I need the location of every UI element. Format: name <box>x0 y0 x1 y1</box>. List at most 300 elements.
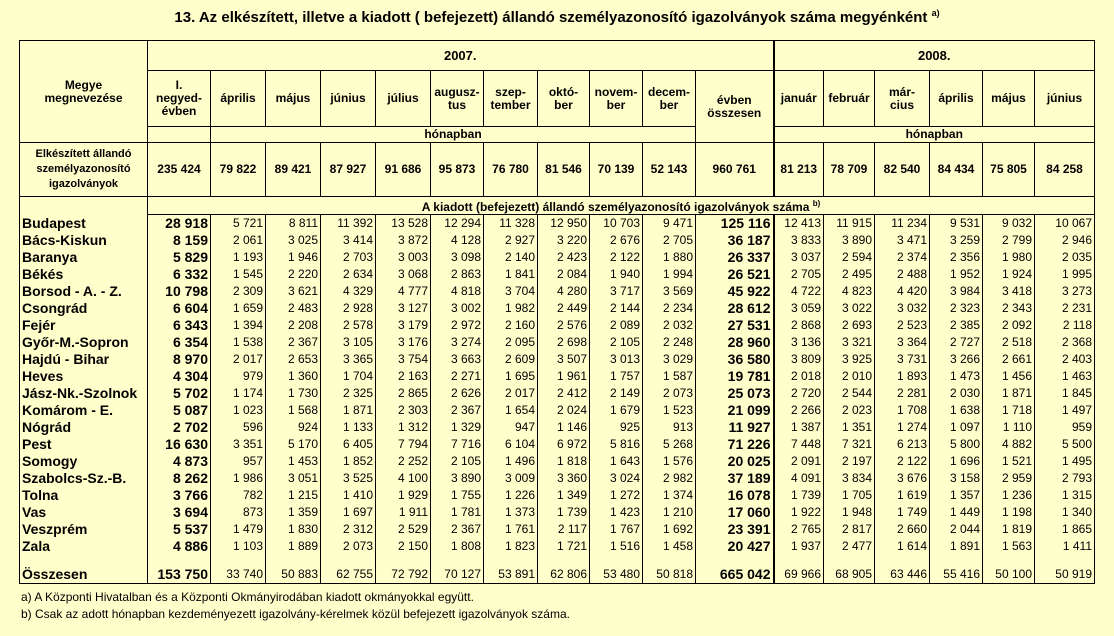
county-value: 3 766 <box>148 487 211 504</box>
county-value: 3 414 <box>321 232 376 249</box>
county-value: 2 477 <box>824 538 875 555</box>
county-value: 3 136 <box>774 334 824 351</box>
total-value: 33 740 <box>211 555 266 584</box>
county-value: 2 356 <box>930 249 983 266</box>
county-name: Jász-Nk.-Szolnok <box>20 385 148 402</box>
county-value: 2 150 <box>376 538 431 555</box>
county-name: Bács-Kiskun <box>20 232 148 249</box>
county-value: 1 749 <box>875 504 930 521</box>
county-value: 1 456 <box>983 368 1035 385</box>
county-value: 3 259 <box>930 232 983 249</box>
county-value: 4 777 <box>376 283 431 300</box>
county-value: 1 453 <box>266 453 321 470</box>
county-name: Hajdú - Bihar <box>20 351 148 368</box>
county-value: 8 811 <box>266 215 321 233</box>
county-value: 2 073 <box>321 538 376 555</box>
county-value: 1 819 <box>983 521 1035 538</box>
county-value: 3 274 <box>431 334 484 351</box>
county-value: 7 448 <box>774 436 824 453</box>
county-value: 2 799 <box>983 232 1035 249</box>
county-value: 3 037 <box>774 249 824 266</box>
county-value: 2 982 <box>643 470 696 487</box>
county-row <box>20 249 1095 266</box>
county-value: 4 091 <box>774 470 824 487</box>
monthly-label: hónapban <box>774 127 1095 143</box>
county-value: 1 236 <box>983 487 1035 504</box>
year-2008-header: 2008. <box>774 41 1095 71</box>
county-value: 2 030 <box>930 385 983 402</box>
county-value: 3 098 <box>431 249 484 266</box>
county-value: 11 234 <box>875 215 930 233</box>
county-name: Zala <box>20 538 148 555</box>
county-value: 2 720 <box>774 385 824 402</box>
county-value: 9 032 <box>983 215 1035 233</box>
county-value: 2 160 <box>484 317 538 334</box>
county-name: Győr-M.-Sopron <box>20 334 148 351</box>
county-value: 71 226 <box>696 436 774 453</box>
county-value: 1 961 <box>538 368 590 385</box>
county-value: 1 952 <box>930 266 983 283</box>
produced-value: 76 780 <box>484 143 538 197</box>
county-value: 3 507 <box>538 351 590 368</box>
footnote-a: a) A Központi Hivatalban és a Központi Okmányirodában kiadott okmányokkal együtt. <box>21 590 474 604</box>
county-value: 2 271 <box>431 368 484 385</box>
quarter-spacer <box>148 127 211 143</box>
county-value: 3 273 <box>1035 283 1095 300</box>
county-value: 21 099 <box>696 402 774 419</box>
total-label: Összesen <box>20 555 148 584</box>
county-value: 2 091 <box>774 453 824 470</box>
county-value: 2 105 <box>431 453 484 470</box>
county-value: 2 676 <box>590 232 643 249</box>
county-value: 2 220 <box>266 266 321 283</box>
county-value: 5 702 <box>148 385 211 402</box>
total-col-header: évben összesen <box>696 71 774 143</box>
county-name: Budapest <box>20 215 148 233</box>
county-value: 10 798 <box>148 283 211 300</box>
county-value: 1 351 <box>824 419 875 436</box>
county-value: 4 304 <box>148 368 211 385</box>
county-value: 3 364 <box>875 334 930 351</box>
county-value: 1 708 <box>875 402 930 419</box>
total-value: 72 792 <box>376 555 431 584</box>
county-value: 1 568 <box>266 402 321 419</box>
county-value: 2 488 <box>875 266 930 283</box>
county-value: 3 471 <box>875 232 930 249</box>
county-value: 1 679 <box>590 402 643 419</box>
county-value: 1 479 <box>211 521 266 538</box>
produced-value: 84 434 <box>930 143 983 197</box>
county-value: 20 025 <box>696 453 774 470</box>
county-value: 1 697 <box>321 504 376 521</box>
county-value: 2 972 <box>431 317 484 334</box>
county-value: 4 329 <box>321 283 376 300</box>
county-value: 4 886 <box>148 538 211 555</box>
county-value: 4 823 <box>824 283 875 300</box>
county-value: 6 343 <box>148 317 211 334</box>
county-value: 3 418 <box>983 283 1035 300</box>
county-value: 11 927 <box>696 419 774 436</box>
county-value: 2 576 <box>538 317 590 334</box>
county-value: 2 698 <box>538 334 590 351</box>
county-value: 1 767 <box>590 521 643 538</box>
county-value: 1 730 <box>266 385 321 402</box>
county-value: 3 029 <box>643 351 696 368</box>
county-value: 2 928 <box>321 300 376 317</box>
month-header: január <box>774 71 824 127</box>
county-value: 2 309 <box>211 283 266 300</box>
county-value: 2 084 <box>538 266 590 283</box>
county-row <box>20 487 1095 504</box>
county-value: 1 692 <box>643 521 696 538</box>
county-value: 36 580 <box>696 351 774 368</box>
county-value: 11 915 <box>824 215 875 233</box>
county-value: 12 950 <box>538 215 590 233</box>
county-value: 3 051 <box>266 470 321 487</box>
county-value: 3 872 <box>376 232 431 249</box>
county-value: 1 654 <box>484 402 538 419</box>
county-value: 7 321 <box>824 436 875 453</box>
county-value: 2 281 <box>875 385 930 402</box>
county-value: 979 <box>211 368 266 385</box>
month-header: I. negyed- évben <box>148 71 211 127</box>
county-value: 2 544 <box>824 385 875 402</box>
title-text: 13. Az elkészített, illetve a kiadott ( befejezett) állandó személyazonosító igazolványok száma megyénként <box>174 9 928 26</box>
county-value: 1 871 <box>983 385 1035 402</box>
county-value: 2 044 <box>930 521 983 538</box>
county-value: 2 578 <box>321 317 376 334</box>
county-value: 3 890 <box>824 232 875 249</box>
county-value: 3 176 <box>376 334 431 351</box>
county-value: 1 516 <box>590 538 643 555</box>
county-value: 3 694 <box>148 504 211 521</box>
county-value: 2 105 <box>590 334 643 351</box>
county-value: 2 312 <box>321 521 376 538</box>
county-value: 1 696 <box>930 453 983 470</box>
county-value: 2 705 <box>643 232 696 249</box>
county-row <box>20 266 1095 283</box>
county-value: 2 095 <box>484 334 538 351</box>
county-value: 2 122 <box>875 453 930 470</box>
county-value: 2 626 <box>431 385 484 402</box>
county-value: 1 458 <box>643 538 696 555</box>
county-value: 6 604 <box>148 300 211 317</box>
county-row <box>20 470 1095 487</box>
county-value: 2 495 <box>824 266 875 283</box>
produced-value: 70 139 <box>590 143 643 197</box>
county-value: 3 266 <box>930 351 983 368</box>
county-value: 37 189 <box>696 470 774 487</box>
county-value: 28 960 <box>696 334 774 351</box>
county-value: 3 754 <box>376 351 431 368</box>
county-value: 2 118 <box>1035 317 1095 334</box>
county-value: 1 695 <box>484 368 538 385</box>
month-header: május <box>983 71 1035 127</box>
county-value: 26 337 <box>696 249 774 266</box>
county-value: 1 497 <box>1035 402 1095 419</box>
total-value: 68 905 <box>824 555 875 584</box>
county-value: 28 918 <box>148 215 211 233</box>
county-row <box>20 521 1095 538</box>
county-value: 1 411 <box>1035 538 1095 555</box>
county-value: 4 722 <box>774 283 824 300</box>
county-value: 7 716 <box>431 436 484 453</box>
county-value: 1 315 <box>1035 487 1095 504</box>
county-row <box>20 317 1095 334</box>
county-value: 3 009 <box>484 470 538 487</box>
county-value: 1 852 <box>321 453 376 470</box>
county-value: 2 303 <box>376 402 431 419</box>
county-value: 1 473 <box>930 368 983 385</box>
county-row <box>20 538 1095 555</box>
county-value: 913 <box>643 419 696 436</box>
county-value: 1 995 <box>1035 266 1095 283</box>
county-value: 1 705 <box>824 487 875 504</box>
county-value: 1 329 <box>431 419 484 436</box>
county-value: 1 349 <box>538 487 590 504</box>
county-value: 3 024 <box>590 470 643 487</box>
county-value: 3 676 <box>875 470 930 487</box>
county-value: 2 403 <box>1035 351 1095 368</box>
county-value: 3 834 <box>824 470 875 487</box>
monthly-label: hónapban <box>211 127 696 143</box>
county-row <box>20 368 1095 385</box>
county-name: Komárom - E. <box>20 402 148 419</box>
issued-header: A kiadott (befejezett) állandó személyazonosító igazolványok száma $^{b)}$ <box>148 197 1095 215</box>
county-row <box>20 453 1095 470</box>
county-value: 1 946 <box>266 249 321 266</box>
title-note: a) <box>931 8 940 18</box>
county-value: 2 374 <box>875 249 930 266</box>
county-value: 1 922 <box>774 504 824 521</box>
county-value: 19 781 <box>696 368 774 385</box>
county-value: 8 262 <box>148 470 211 487</box>
county-value: 1 359 <box>266 504 321 521</box>
county-value: 3 717 <box>590 283 643 300</box>
county-value: 1 937 <box>774 538 824 555</box>
produced-value: 91 686 <box>376 143 431 197</box>
produced-value: 89 421 <box>266 143 321 197</box>
county-value: 1 023 <box>211 402 266 419</box>
county-value: 1 272 <box>590 487 643 504</box>
county-value: 3 890 <box>431 470 484 487</box>
county-row <box>20 385 1095 402</box>
county-value: 25 073 <box>696 385 774 402</box>
county-value: 6 104 <box>484 436 538 453</box>
county-value: 3 925 <box>824 351 875 368</box>
total-value: 153 750 <box>148 555 211 584</box>
county-value: 3 525 <box>321 470 376 487</box>
month-header: már- cius <box>875 71 930 127</box>
produced-value: 235 424 <box>148 143 211 197</box>
county-value: 8 970 <box>148 351 211 368</box>
county-value: 2 208 <box>266 317 321 334</box>
county-value: 1 174 <box>211 385 266 402</box>
county-value: 2 266 <box>774 402 824 419</box>
county-value: 2 412 <box>538 385 590 402</box>
total-value: 55 416 <box>930 555 983 584</box>
county-value: 16 078 <box>696 487 774 504</box>
page-title <box>0 8 1114 26</box>
county-value: 5 087 <box>148 402 211 419</box>
county-value: 8 159 <box>148 232 211 249</box>
county-row <box>20 504 1095 521</box>
county-value: 1 911 <box>376 504 431 521</box>
month-header: április <box>211 71 266 127</box>
county-value: 1 538 <box>211 334 266 351</box>
county-value: 1 889 <box>266 538 321 555</box>
county-value: 1 994 <box>643 266 696 283</box>
county-value: 1 523 <box>643 402 696 419</box>
produced-value: 81 546 <box>538 143 590 197</box>
county-value: 3 022 <box>824 300 875 317</box>
county-value: 1 739 <box>538 504 590 521</box>
county-value: 1 215 <box>266 487 321 504</box>
produced-value: 79 822 <box>211 143 266 197</box>
county-value: 3 569 <box>643 283 696 300</box>
month-header: októ- ber <box>538 71 590 127</box>
table-header <box>20 41 1095 215</box>
total-value: 53 891 <box>484 555 538 584</box>
county-value: 3 025 <box>266 232 321 249</box>
county-value: 16 630 <box>148 436 211 453</box>
county-value: 1 781 <box>431 504 484 521</box>
county-value: 1 103 <box>211 538 266 555</box>
county-value: 1 340 <box>1035 504 1095 521</box>
county-value: 2 122 <box>590 249 643 266</box>
total-value: 50 883 <box>266 555 321 584</box>
county-value: 5 829 <box>148 249 211 266</box>
county-value: 1 193 <box>211 249 266 266</box>
county-value: 1 495 <box>1035 453 1095 470</box>
county-value: 36 187 <box>696 232 774 249</box>
county-value: 3 351 <box>211 436 266 453</box>
county-value: 2 449 <box>538 300 590 317</box>
county-value: 3 360 <box>538 470 590 487</box>
county-value: 13 528 <box>376 215 431 233</box>
county-value: 1 982 <box>484 300 538 317</box>
county-row <box>20 334 1095 351</box>
county-value: 5 268 <box>643 436 696 453</box>
produced-value: 95 873 <box>431 143 484 197</box>
produced-value: 84 258 <box>1035 143 1095 197</box>
county-value: 1 133 <box>321 419 376 436</box>
county-name: Heves <box>20 368 148 385</box>
county-value: 2 868 <box>774 317 824 334</box>
county-value: 2 018 <box>774 368 824 385</box>
county-value: 3 984 <box>930 283 983 300</box>
total-value: 62 806 <box>538 555 590 584</box>
county-value: 2 518 <box>983 334 1035 351</box>
county-value: 2 368 <box>1035 334 1095 351</box>
county-value: 125 116 <box>696 215 774 233</box>
county-value: 9 531 <box>930 215 983 233</box>
county-value: 1 563 <box>983 538 1035 555</box>
total-value: 50 100 <box>983 555 1035 584</box>
produced-value: 960 761 <box>696 143 774 197</box>
county-value: 1 274 <box>875 419 930 436</box>
county-value: 2 117 <box>538 521 590 538</box>
county-value: 2 325 <box>321 385 376 402</box>
county-value: 959 <box>1035 419 1095 436</box>
county-value: 2 705 <box>774 266 824 283</box>
county-value: 5 537 <box>148 521 211 538</box>
county-value: 3 013 <box>590 351 643 368</box>
county-name: Baranya <box>20 249 148 266</box>
county-value: 1 226 <box>484 487 538 504</box>
county-value: 12 294 <box>431 215 484 233</box>
county-value: 924 <box>266 419 321 436</box>
county-value: 1 865 <box>1035 521 1095 538</box>
county-value: 596 <box>211 419 266 436</box>
county-value: 2 149 <box>590 385 643 402</box>
month-header: novem- ber <box>590 71 643 127</box>
county-value: 1 880 <box>643 249 696 266</box>
produced-value: 78 709 <box>824 143 875 197</box>
county-value: 9 471 <box>643 215 696 233</box>
county-value: 4 280 <box>538 283 590 300</box>
county-value: 12 413 <box>774 215 824 233</box>
county-value: 2 693 <box>824 317 875 334</box>
county-value: 2 252 <box>376 453 431 470</box>
county-value: 7 794 <box>376 436 431 453</box>
month-header: augusz- tus <box>431 71 484 127</box>
county-value: 2 946 <box>1035 232 1095 249</box>
county-value: 1 521 <box>983 453 1035 470</box>
county-value: 1 830 <box>266 521 321 538</box>
county-value: 2 529 <box>376 521 431 538</box>
county-name: Veszprém <box>20 521 148 538</box>
county-value: 1 587 <box>643 368 696 385</box>
county-value: 2 793 <box>1035 470 1095 487</box>
county-value: 1 097 <box>930 419 983 436</box>
county-value: 1 739 <box>774 487 824 504</box>
county-value: 1 423 <box>590 504 643 521</box>
county-value: 3 002 <box>431 300 484 317</box>
month-header: június <box>321 71 376 127</box>
county-value: 2 523 <box>875 317 930 334</box>
county-value: 3 032 <box>875 300 930 317</box>
county-value: 1 871 <box>321 402 376 419</box>
county-value: 1 576 <box>643 453 696 470</box>
county-value: 1 757 <box>590 368 643 385</box>
county-value: 5 721 <box>211 215 266 233</box>
total-value: 50 818 <box>643 555 696 584</box>
county-value: 6 405 <box>321 436 376 453</box>
county-value: 1 755 <box>431 487 484 504</box>
county-value: 5 500 <box>1035 436 1095 453</box>
county-value: 2 609 <box>484 351 538 368</box>
county-value: 3 158 <box>930 470 983 487</box>
county-value: 4 100 <box>376 470 431 487</box>
county-value: 2 702 <box>148 419 211 436</box>
county-value: 26 521 <box>696 266 774 283</box>
county-row <box>20 232 1095 249</box>
county-header: Megye megnevezése <box>20 41 148 143</box>
county-value: 28 612 <box>696 300 774 317</box>
county-value: 11 392 <box>321 215 376 233</box>
county-value: 1 986 <box>211 470 266 487</box>
county-value: 4 128 <box>431 232 484 249</box>
county-value: 3 068 <box>376 266 431 283</box>
county-value: 873 <box>211 504 266 521</box>
total-value: 70 127 <box>431 555 484 584</box>
county-value: 3 321 <box>824 334 875 351</box>
county-value: 1 210 <box>643 504 696 521</box>
county-value: 3 663 <box>431 351 484 368</box>
county-value: 2 032 <box>643 317 696 334</box>
county-value: 1 845 <box>1035 385 1095 402</box>
